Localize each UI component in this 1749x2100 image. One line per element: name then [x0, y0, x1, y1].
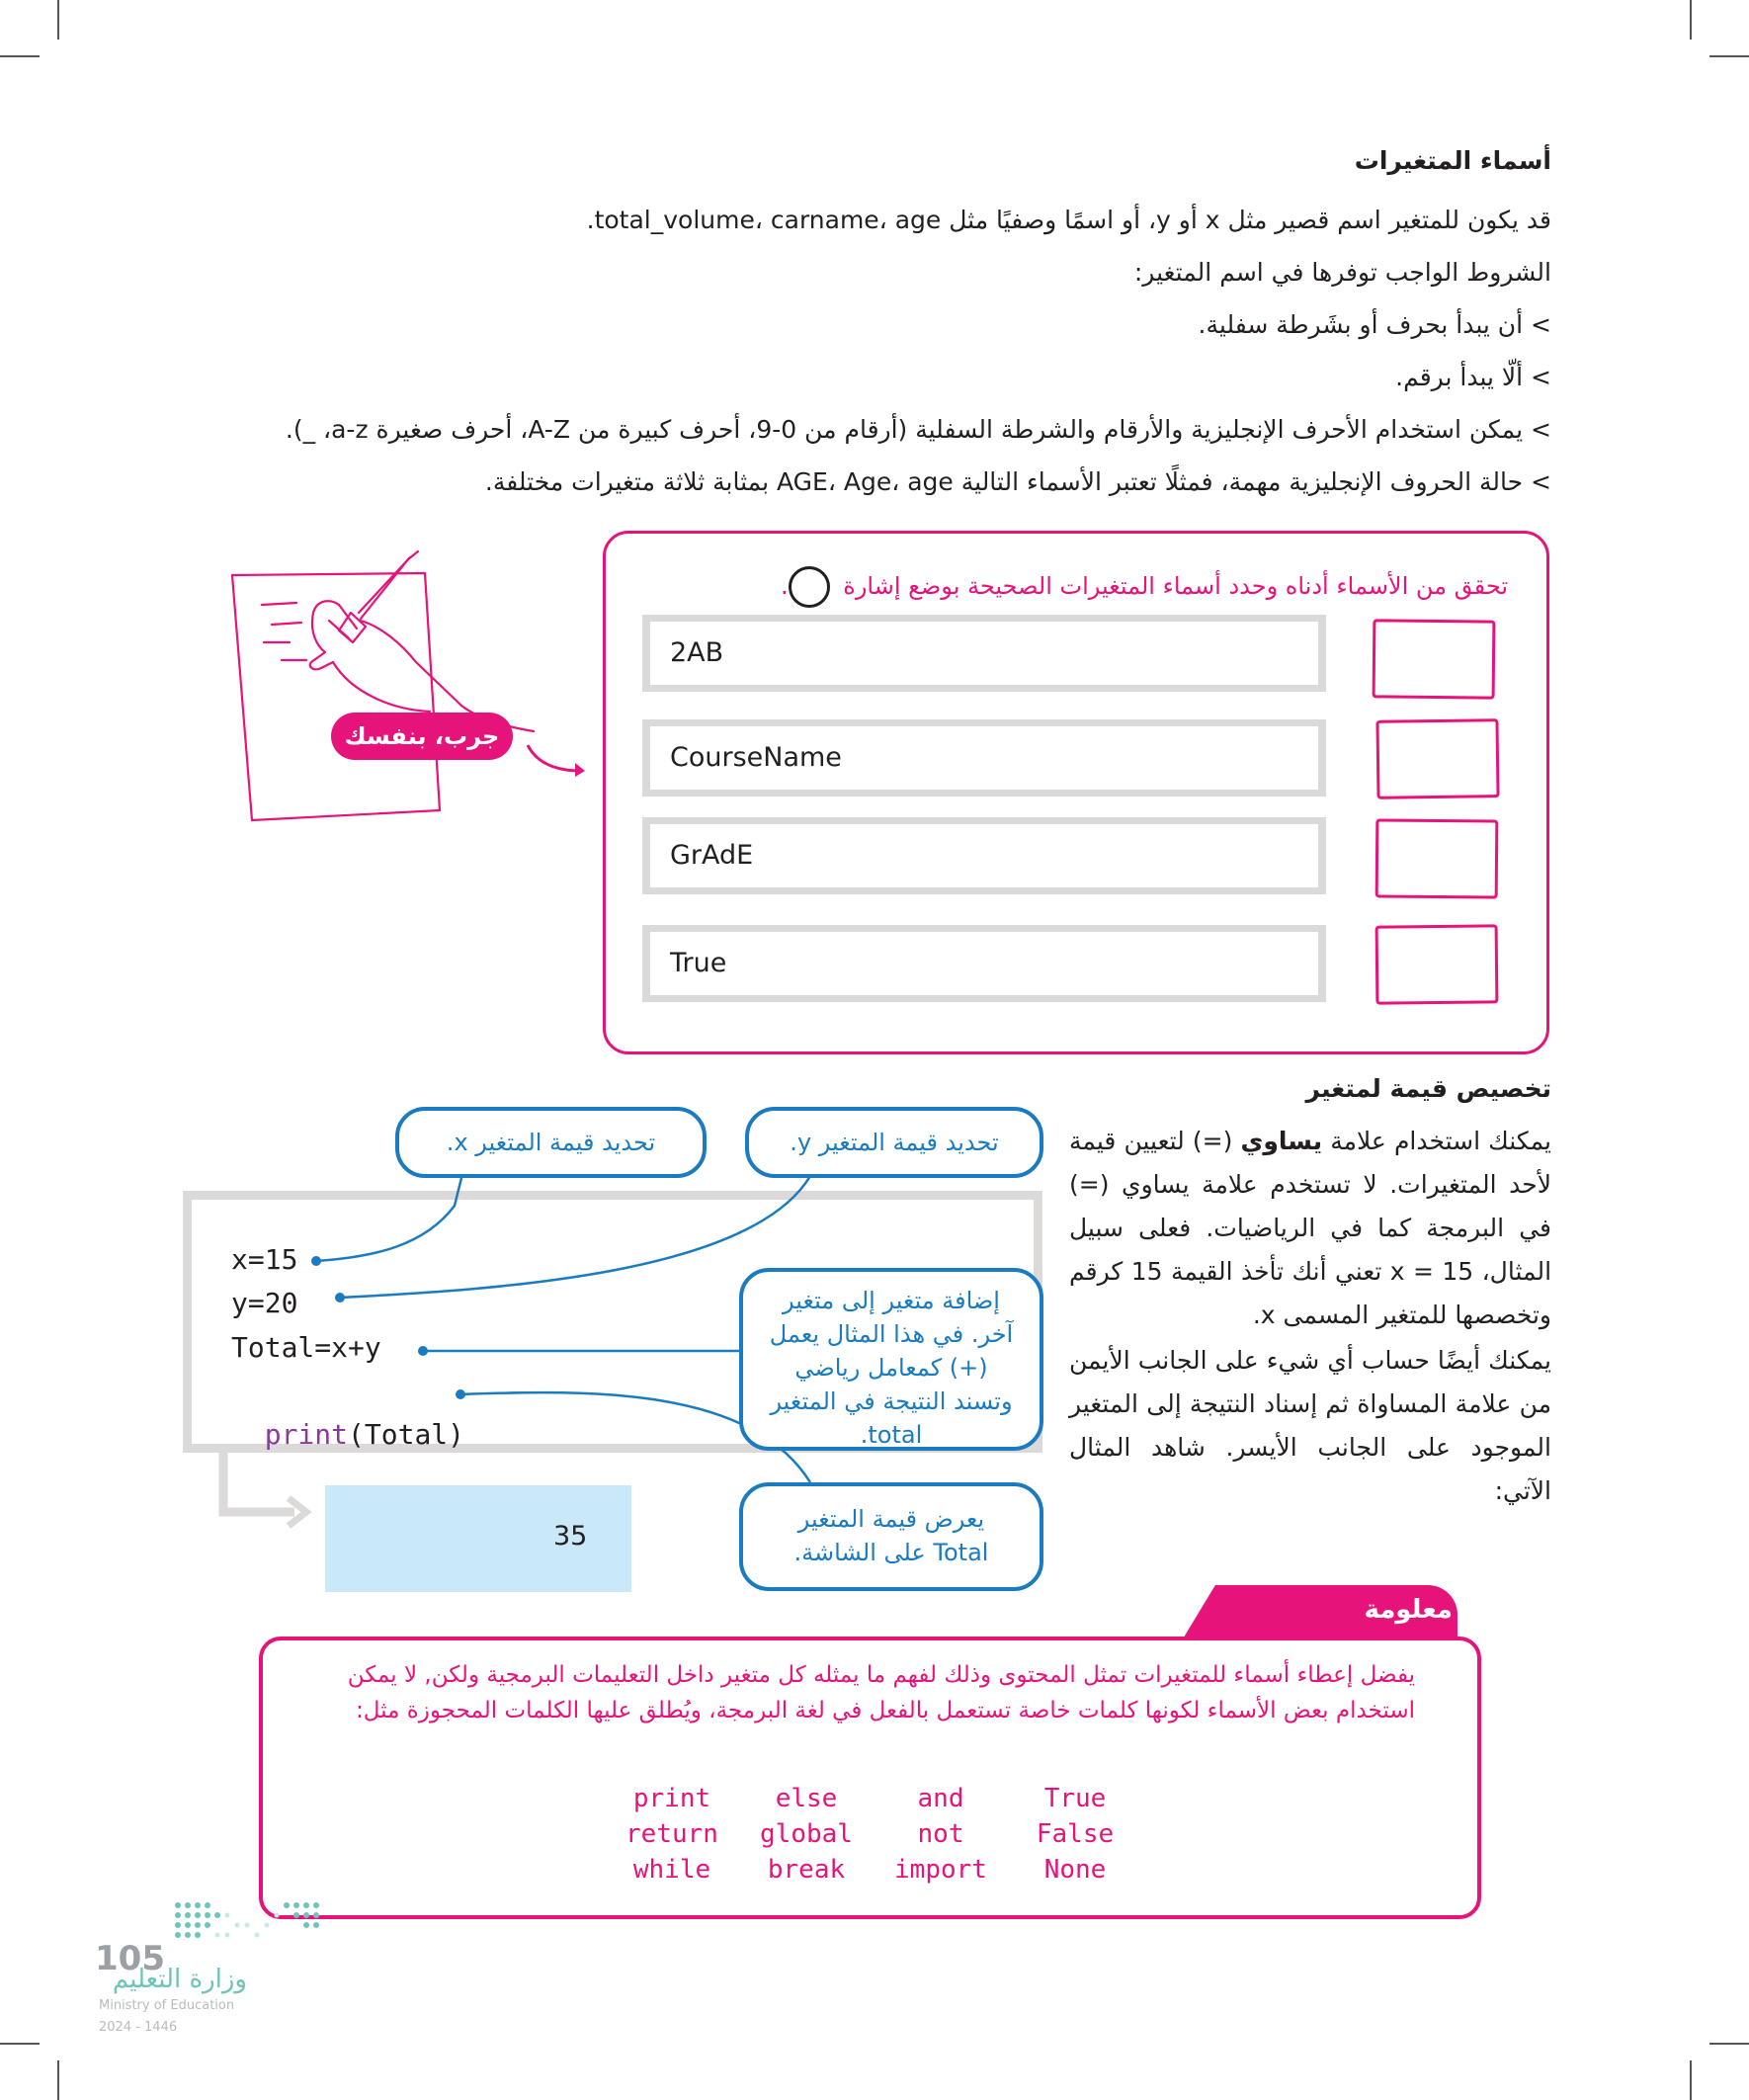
condition-bullet: > ألّا يبدأ برقم.: [1395, 363, 1551, 391]
keyword: return: [625, 1819, 718, 1849]
crop-mark: [1690, 2060, 1692, 2100]
keyword: not: [917, 1819, 964, 1849]
keyword: break: [767, 1855, 846, 1885]
option-checkbox[interactable]: [1373, 619, 1496, 699]
code-line: y=20: [231, 1287, 298, 1319]
instruction-period: .: [780, 572, 789, 600]
hand-writing-illustration: [222, 544, 539, 830]
crop-mark: [1690, 0, 1692, 40]
info-text-line: يفضل إعطاء أسماء للمتغيرات تمثل المحتوى وذلك لفهم ما يمثله كل متغير داخل التعليمات البرمجية ولكن, لا يمكن: [347, 1662, 1415, 1688]
keyword: global: [760, 1819, 853, 1849]
crop-mark: [1709, 2043, 1749, 2045]
option-field: [642, 925, 1326, 1002]
activity-instruction: [717, 566, 1508, 608]
section-heading-variable-names: أسماء المتغيرات: [1354, 146, 1551, 175]
keyword: print: [632, 1784, 711, 1813]
try-yourself-badge-label: جرب، بنفسك: [344, 722, 500, 750]
callout-add-variables: إضافة متغير إلى متغير آخر. في هذا المثال يعمل (+) كمعامل رياضي وتسند النتيجة في المتغير total.: [739, 1268, 1043, 1451]
para-text: (=) لتعيين قيمة لأحد المتغيرات. لا تستخدم علامة يساوي (=) في البرمجة كما في الرياضيات. فعلى سبيل المثال، 15 = x تعني أنك تأخذ القيمة 15 كرقم وتخصصها للمتغير المسمى x.: [1069, 1127, 1552, 1329]
option-label: 2AB: [650, 622, 1318, 685]
circle-mark-icon: [789, 566, 830, 608]
keyword: import: [894, 1855, 987, 1885]
crop-mark: [57, 2060, 59, 2100]
keyword: else: [775, 1784, 838, 1813]
code-line: Total=x+y: [231, 1331, 381, 1364]
code-line: x=15: [231, 1243, 298, 1276]
option-field: [642, 719, 1326, 797]
callout-set-x: تحديد قيمة المتغير x.: [395, 1107, 707, 1178]
keyword: while: [632, 1855, 711, 1885]
callout-display-total: يعرض قيمة المتغير Total على الشاشة.: [739, 1482, 1043, 1591]
output-value: 35: [553, 1521, 588, 1552]
condition-bullet: > حالة الحروف الإنجليزية مهمة، فمثلًا تعتبر الأسماء التالية AGE، Age، age بمثابة ثلاثة متغيرات مختلفة.: [484, 467, 1551, 496]
edition-year: 2024 - 1446: [99, 2020, 178, 2035]
option-checkbox[interactable]: [1375, 924, 1499, 1004]
keyword: and: [917, 1784, 964, 1813]
print-arg: (Total): [348, 1418, 465, 1451]
keyword: None: [1043, 1855, 1107, 1885]
option-field: [642, 817, 1326, 894]
condition-bullet: > يمكن استخدام الأحرف الإنجليزية والأرقام والشرطة السفلية (أرقام من 0-9، أحرف كبيرة من A-Z، أحرف صغيرة a-z، _).: [285, 415, 1551, 444]
page-number: 105: [95, 1939, 165, 1978]
condition-bullet: > أن يبدأ بحرف أو بشَرطة سفلية.: [1198, 310, 1551, 339]
callout-set-y: تحديد قيمة المتغير y.: [745, 1107, 1043, 1178]
crop-mark: [0, 55, 40, 57]
ministry-name-en: Ministry of Education: [99, 1998, 235, 2013]
section-heading-assign-value: تخصيص قيمة لمتغير: [1305, 1074, 1551, 1103]
conditions-intro: الشروط الواجب توفرها في اسم المتغير:: [1133, 258, 1551, 287]
arrow-icon: [524, 739, 593, 779]
crop-mark: [1709, 55, 1749, 57]
option-label: GrAdE: [650, 824, 1318, 887]
print-function: print: [264, 1418, 349, 1451]
option-field: [642, 615, 1326, 692]
option-checkbox[interactable]: [1375, 718, 1499, 799]
ministry-name-ar: وزارة التعليم: [112, 1965, 247, 1994]
compute-paragraph: يمكنك أيضًا حساب أي شيء على الجانب الأيمن من علامة المساواة ثم إسناد النتيجة إلى المتغير الموجود على الجانب الأيسر. شاهد المثال الآتي:: [1069, 1346, 1551, 1505]
variable-names-intro: قد يكون للمتغير اسم قصير مثل x أو y، أو اسمًا وصفيًا مثل total_volume، carname، age.: [586, 206, 1551, 234]
activity-instruction-text: تحقق من الأسماء أدناه وحدد أسماء المتغيرات الصحيحة بوضع إشارة: [843, 572, 1508, 600]
equals-keyword: يساوي: [1240, 1127, 1323, 1155]
para-text: يمكنك استخدام علامة: [1322, 1127, 1551, 1155]
option-label: CourseName: [650, 726, 1318, 790]
assign-value-paragraph: [1069, 1120, 1551, 1337]
crop-mark: [57, 0, 59, 40]
option-checkbox[interactable]: [1375, 818, 1499, 898]
info-title: معلومة: [1364, 1595, 1453, 1625]
keyword: False: [1036, 1819, 1115, 1849]
option-label: True: [650, 932, 1318, 995]
keyword: True: [1043, 1784, 1107, 1813]
crop-mark: [0, 2043, 40, 2045]
ministry-logo-icon: [168, 1897, 326, 1947]
reserved-keywords: [605, 1781, 1142, 1888]
info-text-line: استخدام بعض الأسماء لكونها كلمات خاصة تستعمل بالفعل في لغة البرمجة، ويُطلق عليها الكلمات المحجوزة مثل:: [356, 1698, 1415, 1723]
